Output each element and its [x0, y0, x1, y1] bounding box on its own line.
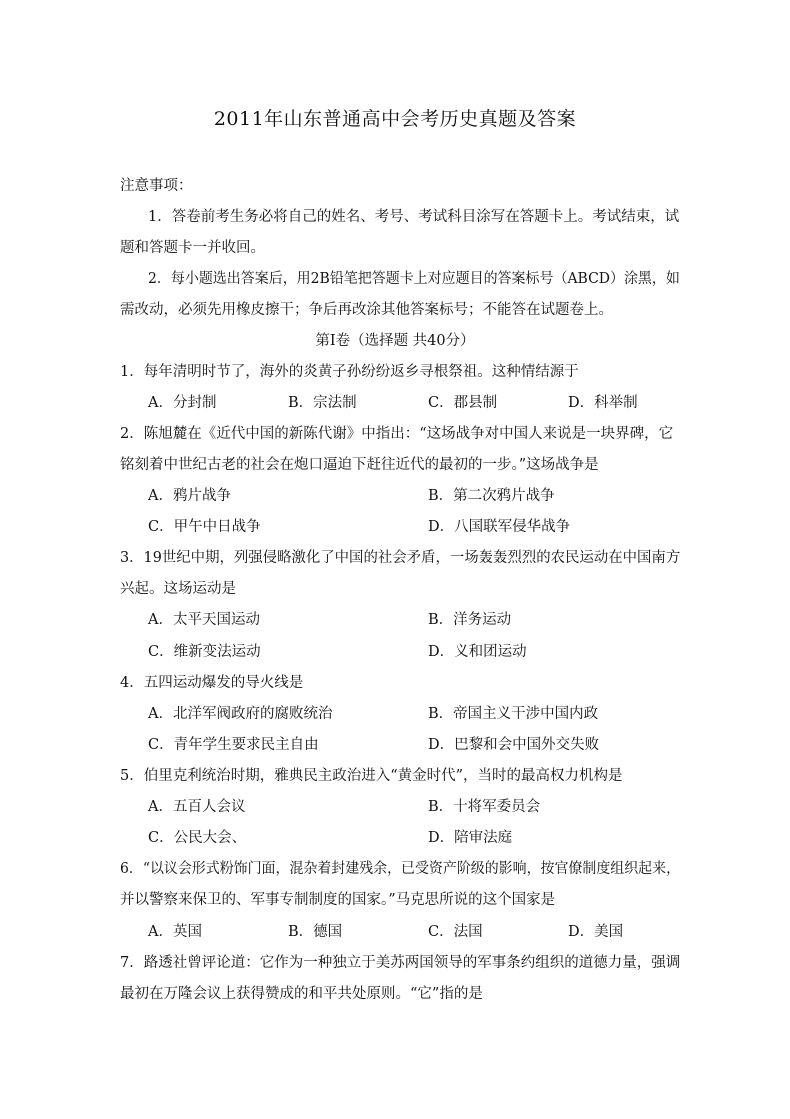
- section-title: 第Ⅰ卷（选择题 共40分）: [315, 333, 475, 349]
- question-stem: 6．“以议会形式粉饰门面，混杂着封建残余，已受资产阶级的影响，按官僚制度组织起来，: [120, 861, 681, 877]
- option-b: B．德国: [288, 924, 343, 940]
- option-a: A．太平天国运动: [148, 612, 260, 628]
- question-stem-cont: 并以警察来保卫的、军事专制制度的国家。”马克思所说的这个国家是: [120, 892, 556, 908]
- option-b: B．十将军委员会: [428, 799, 541, 815]
- option-b: B．帝国主义干涉中国内政: [428, 706, 599, 722]
- option-a: A．英国: [148, 924, 202, 940]
- option-a: A．鸦片战争: [148, 488, 231, 504]
- option-d: D．美国: [568, 924, 624, 940]
- notice-item-1-line-1: 1．答卷前考生务必将自己的姓名、考号、考试科目涂写在答题卡上。考试结束，试: [148, 209, 680, 225]
- question-stem: 1．每年清明时节了，海外的炎黄子孙纷纷返乡寻根祭祖。这种情结源于: [120, 364, 579, 380]
- option-b: B．第二次鸦片战争: [428, 488, 555, 504]
- option-d: D．八国联军侵华战争: [428, 519, 571, 535]
- notice-heading: 注意事项：: [120, 178, 193, 194]
- question-stem: 2．陈旭麓在《近代中国的新陈代谢》中指出：“这场战争对中国人来说是一块界碑，它: [120, 426, 674, 442]
- option-d: D．义和团运动: [428, 644, 527, 660]
- option-a: A．五百人会议: [148, 799, 246, 815]
- option-c: C．法国: [428, 924, 483, 940]
- option-d: D．科举制: [568, 395, 638, 411]
- question-stem: 7．路透社曾评论道：它作为一种独立于美苏两国领导的军事条约组织的道德力量，强调: [120, 955, 681, 971]
- option-b: B．宗法制: [288, 395, 357, 411]
- option-d: D．巴黎和会中国外交失败: [428, 737, 600, 753]
- question-stem-cont: 最初在万隆会议上获得赞成的和平共处原则。“它”指的是: [120, 986, 483, 1002]
- notice-item-2-line-2: 需改动，必须先用橡皮擦干；争后再改涂其他答案标号；不能答在试题卷上。: [120, 302, 613, 318]
- question-stem-cont: 铭刻着中世纪古老的社会在炮口逼迫下赶往近代的最初的一步。”这场战争是: [120, 457, 599, 473]
- question-stem: 5．伯里克利统治时期，雅典民主政治进入“黄金时代”，当时的最高权力机构是: [120, 768, 623, 784]
- option-a: A．分封制: [148, 395, 217, 411]
- option-c: C．青年学生要求民主自由: [148, 737, 319, 753]
- option-c: C．公民大会、: [148, 830, 247, 846]
- question-stem-cont: 兴起。这场运动是: [120, 581, 236, 597]
- page-title: 2011年山东普通高中会考历史真题及答案: [213, 108, 577, 130]
- notice-item-2-line-1: 2．每小题选出答案后，用2B铅笔把答题卡上对应题目的答案标号（ABCD）涂黑，如: [148, 271, 680, 287]
- option-a: A．北洋军阀政府的腐败统治: [148, 706, 333, 722]
- question-stem: 3．19世纪中期，列强侵略激化了中国的社会矛盾，一场轰轰烈烈的农民运动在中国南方: [120, 550, 681, 566]
- notice-item-1-line-2: 题和答题卡一并收回。: [120, 240, 265, 256]
- option-c: C．郡县制: [428, 395, 498, 411]
- option-d: D．陪审法庭: [428, 830, 513, 846]
- option-c: C．维新变法运动: [148, 644, 261, 660]
- option-b: B．洋务运动: [428, 612, 512, 628]
- option-c: C．甲午中日战争: [148, 519, 261, 535]
- question-stem: 4．五四运动爆发的导火线是: [120, 675, 304, 691]
